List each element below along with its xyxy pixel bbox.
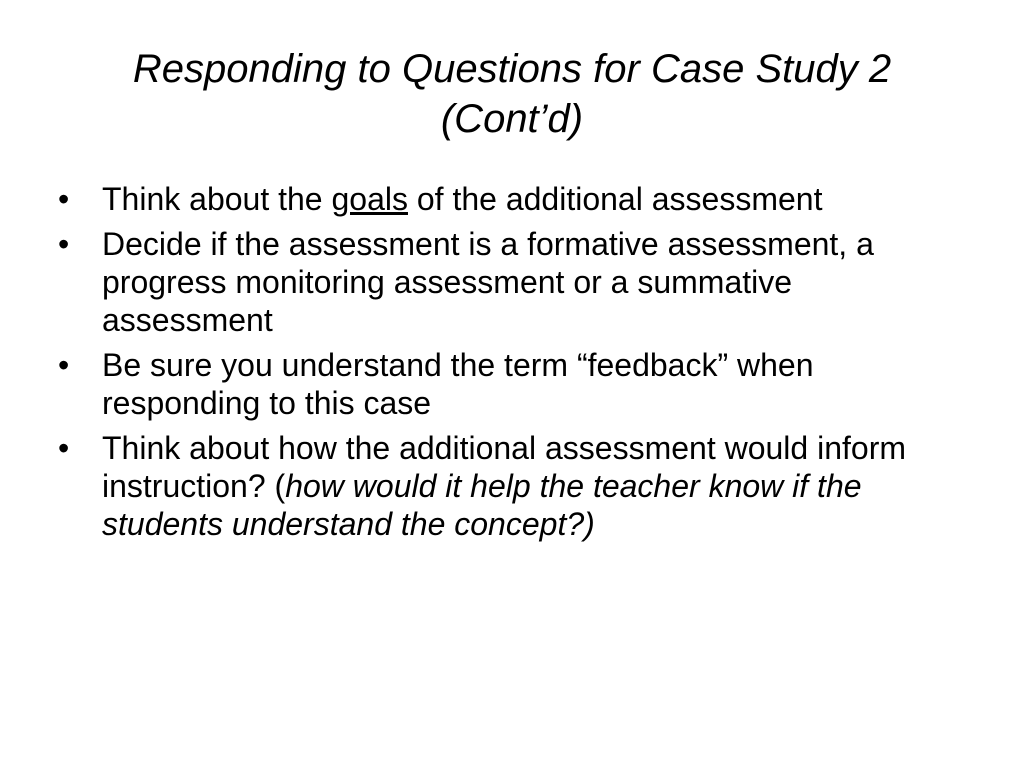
bullet-text-end: of the additional assessment [407,181,823,217]
bullet-list [58,180,968,550]
bullet-text: Be sure you understand the term “feedback” when responding to this case [102,347,814,421]
bullet-icon: • [58,181,70,217]
slide-title [60,44,964,144]
bullet-text: Decide if the assessment is a formative assessment, a progress monitoring assessment or a summative assessment [102,226,874,338]
bullet-icon: • [58,226,70,262]
bullet-icon: • [58,347,70,383]
bullet-icon: • [58,430,70,466]
slide-title-line-2: (Cont’d) [440,97,584,141]
goals-underlined-word: goals [331,181,408,217]
bullet-item-inform-instruction [58,429,968,543]
bullet-italic-note: how would it help the teacher know if the students understand the concept?) [102,468,862,542]
bullet-text-start: Think about how the additional assessment would inform instruction? ( [102,430,906,504]
bullet-item-feedback [58,346,968,422]
bullet-item-assessment-type [58,225,968,339]
slide-title-line-1: Responding to Questions for Case Study 2 [132,47,892,91]
bullet-text-start: Think about the [102,181,332,217]
bullet-item-goals [58,180,968,218]
